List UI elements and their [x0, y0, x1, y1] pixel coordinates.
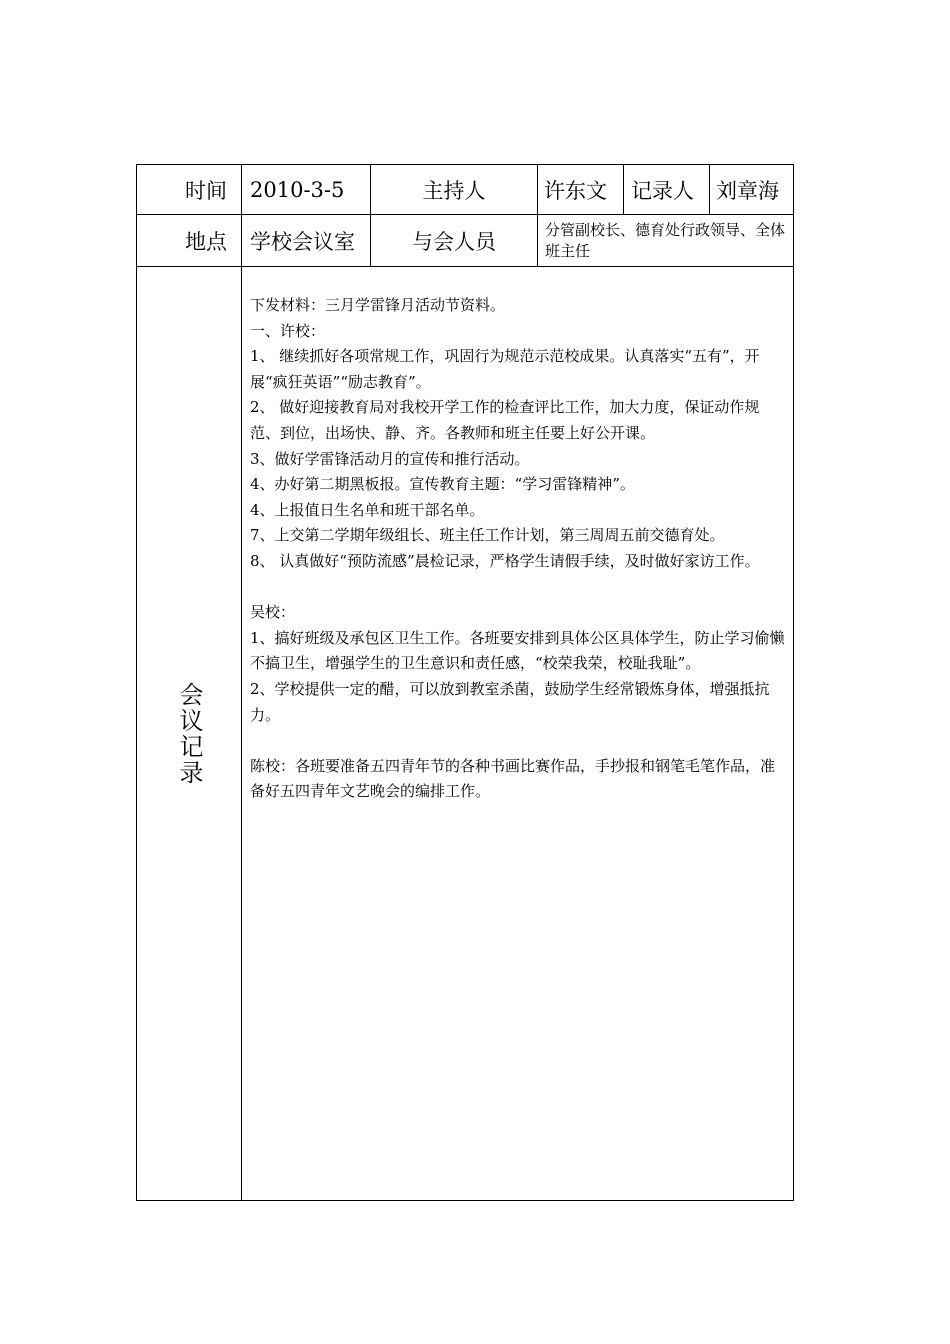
attendees-value: 分管副校长、德育处行政领导、全体班主任: [545, 220, 786, 260]
minutes-line: 7、上交第二学期年级组长、班主任工作计划，第三周周五前交德育处。: [250, 526, 725, 545]
meeting-minutes: [242, 267, 794, 1201]
minutes-line: 4、办好第二期黑板报。宣传教育主题：“学习雷锋精神”。: [250, 475, 635, 494]
place-label: 地点: [185, 229, 227, 254]
time-label: 时间: [185, 178, 227, 203]
host-label: 主持人: [422, 178, 486, 203]
recorder-value: 刘章海: [716, 178, 779, 203]
host-value: 许东文: [544, 178, 607, 203]
record-label: 会议记录: [175, 682, 203, 786]
minutes-line: 2、学校提供一定的醋，可以放到教室杀菌，鼓励学生经常锻炼身体，增强抵抗力。: [250, 679, 770, 724]
minutes-line: 陈校：各班要准备五四青年节的各种书画比赛作品，手抄报和钢笔毛笔作品，准备好五四青年文艺晚会的编排工作。: [250, 756, 776, 801]
meeting-record-table: [136, 164, 794, 1201]
minutes-line: 1、搞好班级及承包区卫生工作。各班要安排到具体公区具体学生，防止学习偷懒不搞卫生，增强学生的卫生意识和责任感，“校荣我荣，校耻我耻”。: [250, 628, 785, 673]
minutes-line: 2、 做好迎接教育局对我校开学工作的检查评比工作，加大力度，保证动作规范、到位，出场快、静、齐。各教师和班主任要上好公开课。: [250, 398, 760, 442]
place-value: 学校会议室: [250, 229, 355, 254]
minutes-line: 4、上报值日生名单和班干部名单。: [250, 500, 485, 519]
minutes-line: 1、 继续抓好各项常规工作，巩固行为规范示范校成果。认真落实“五有”，开展“疯狂英语”“励志教育”。: [250, 347, 760, 391]
minutes-line: 吴校：: [250, 603, 296, 622]
minutes-line: 8、 认真做好“预防流感”晨检记录，严格学生请假手续，及时做好家访工作。: [250, 551, 760, 570]
minutes-line: 下发材料：三月学雷锋月活动节资料。: [250, 296, 506, 314]
minutes-line: 3、做好学雷锋活动月的宣传和推行活动。: [250, 449, 530, 468]
blank-line: [250, 575, 786, 601]
blank-line: [250, 728, 786, 754]
recorder-label: 记录人: [631, 178, 694, 203]
attendees-label: 与会人员: [412, 229, 496, 254]
time-value: 2010-3-5: [250, 177, 345, 202]
minutes-line: 一、许校：: [250, 321, 326, 340]
record-label-cell: [137, 267, 242, 1201]
